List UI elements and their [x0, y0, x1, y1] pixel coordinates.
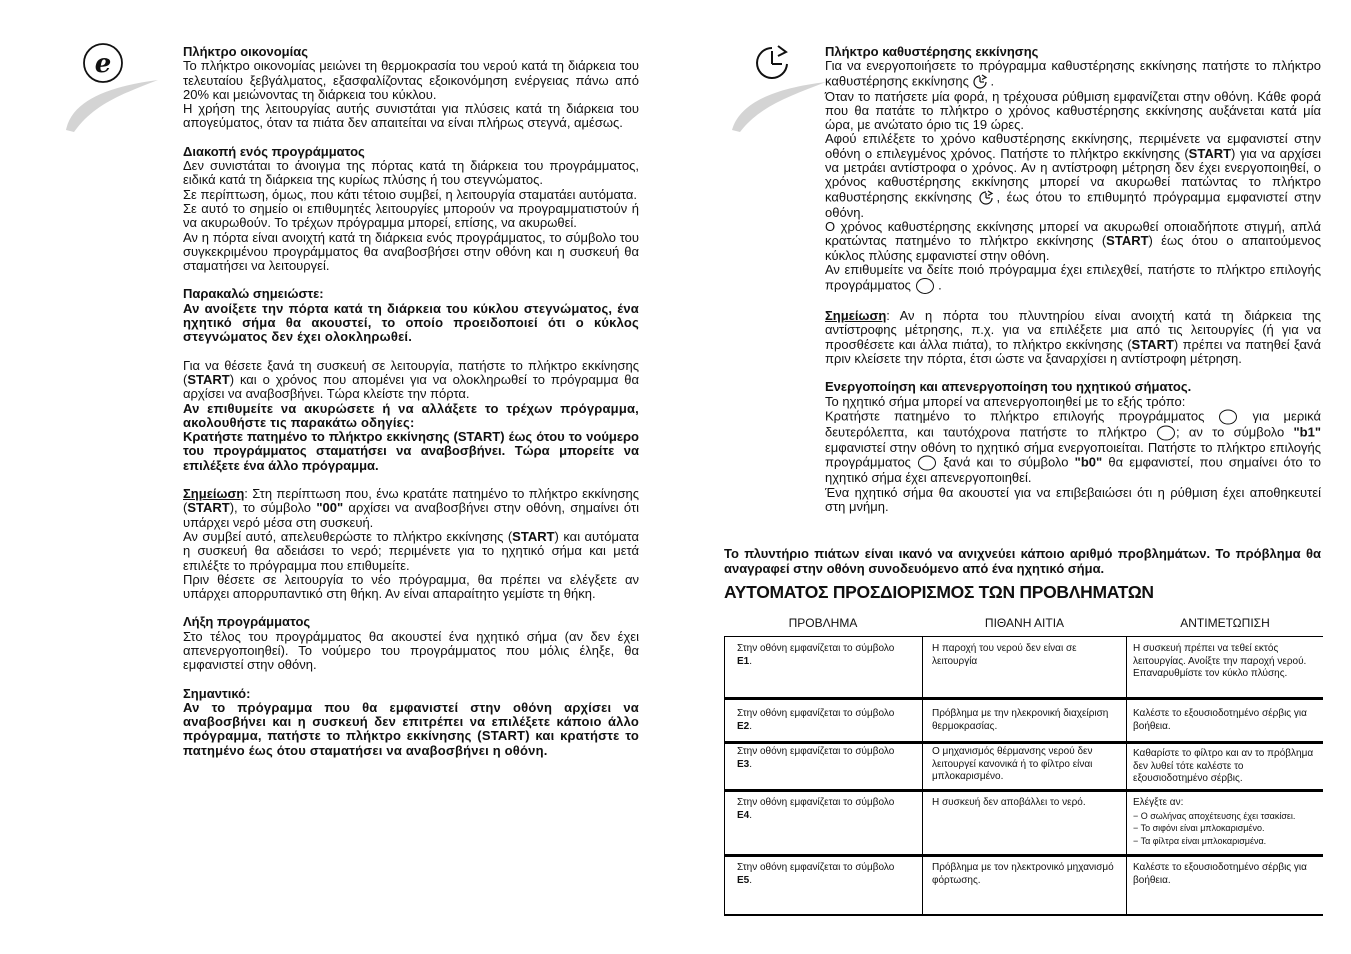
right-column [825, 45, 1321, 514]
interrupt-text-4: Αν η πόρτα είναι ανοιχτή κατά τη διάρκεια ενός προγράμματος, το σύμβολο του συγκεκριμένου προγράμματος θα αναβοσβήσει στην οθόνη και η συσκευή θα σταματήσει να λειτουργεί. [183, 229, 639, 274]
eco-button-text-2: Η χρήση της λειτουργίας αυτής συνιστάται για πλύσεις κατά τη διάρκεια του απογεύματος, όταν τα πιάτα δεν απαιτείται να είναι πλήρως στεγνά, αμέσως. [183, 101, 639, 131]
important-text: Αν το πρόγραμμα που θα εμφανιστεί στην οθόνη αρχίσει να αναβοσβήνει και η συσκευή δεν επιτρέπει να επιλέξετε κάποιο άλλο πρόγραμμα, πατήστε το πλήκτρο εκκίνησης (START) και κρατήστε το πατημένο έως ότου σταματήσει να αναβοσβήνει η οθόνη. [183, 699, 639, 758]
interrupt-text-2: Σε περίπτωση, όμως, που κάτι τέτοιο συμβεί, η λειτουργία σταματάει αυτόματα. [183, 186, 638, 202]
table-rule [724, 741, 1323, 744]
table-row-e5-fix: Καλέστε το εξουσιοδοτημένο σέρβις για βοήθεια. [1133, 862, 1307, 886]
table-row-e2-cause: Πρόβλημα με την ηλεκρονική διαχείριση θερμοκρασίας. [932, 708, 1109, 732]
program-end-heading: Λήξη προγράμματος [183, 614, 311, 630]
delay-start-clock-icon [730, 38, 830, 139]
delay-start-text-4: Ο χρόνος καθυστέρησης εκκίνησης μπορεί να ακυρωθεί οποιαδήποτε στιγμή, απλά κρατώντας πατημένο το πλήκτρο εκκίνησης (START) έως ότου ο απαιτούμενος κύκλος πλύσης εμφανιστεί στην οθόνη. [825, 218, 1321, 263]
table-row-e2-fix: Καλέστε το εξουσιοδοτημένο σέρβις για βοήθεια. [1133, 708, 1307, 732]
delay-start-text-3: Αφού επιλέξετε το χρόνο καθυστέρησης εκκίνησης, περιμένετε να εμφανιστεί στην οθόνη ο επιλεγμένος χρόνος. Πατήστε το πλήκτρο εκκίνησης (START) για να αρχίσει να μετράει αντίστροφα ο χρόνος. Αν η αντίστροφη μέτρηση δεν έχει ενεργοποιηθεί, ο χρόνος καθυστέρησης εκκίνησης μπορεί να ακυρωθεί πατώντας το πλήκτρο καθυστέρησης εκκίνησης , έως ότου το επιθυμητό πρόγραμμα εμφανιστεί στην οθόνη. [825, 131, 1321, 220]
delay-start-text-1: Για να ενεργοποιήσετε το πρόγραμμα καθυστέρησης εκκίνησης πατήστε το πλήκτρο καθυστέρησης εκκίνησης . [825, 58, 1321, 89]
table-rule [724, 789, 1323, 792]
delay-start-text-2: Όταν το πατήσετε μία φορά, η τρέχουσα ρύθμιση εμφανίζεται στην οθόνη. Κάθε φορά που θα πατάτε το πλήκτρο ο χρόνος καθυστέρησης εκκίνησης αυξάνεται κατά μία ώρα, με ανώτατο όριο τις 19 ώρες. [825, 88, 1321, 133]
fix-item: − Το σιφόνι είναι μπλοκαρισμένο. [1133, 823, 1265, 834]
interrupt-program-heading: Διακοπή ενός προγράμματος [183, 143, 365, 159]
troubleshooting-table [724, 636, 1323, 916]
table-rule [724, 636, 1323, 637]
table-rule [724, 914, 1323, 916]
door-open-note-text: Σημείωση: Αν η πόρτα του πλυντηρίου είναι ανοιχτή κατά τη διάρκεια της αντίστροφης μέτρησης, π.χ. για να επιλέξετε μια από τις λειτουργίες (ή για να προσθέσετε και άλλα πιάτα), το πλήκτρο εκκίνησης (START) πρέπει να πατηθεί ξανά πριν κλείσετε την πόρτα, έτσι ώστε να ξαναρχίσει η αντίστροφη μέτρηση. [825, 308, 1322, 367]
troubleshooting-note: Το πλυντήριο πιάτων είναι ικανό να ανιχνεύει κάποιο αριθμό προβλημάτων. Το πρόβλημα θα αναγραφεί στην οθόνη συνοδευόμενο από ένα ηχητικό σήμα. [724, 546, 1321, 576]
cancel-instructions-heading: Αν επιθυμείτε να ακυρώσετε ή να αλλάξετε το τρέχων πρόγραμμα, ακολουθήστε τις παρακάτω οδηγίες: [183, 400, 639, 430]
please-note-text: Αν ανοίξετε την πόρτα κατά τη διάρκεια του κύκλου στεγνώματος, ένα ηχητικό σήμα θα ακουστεί, το οποίο προειδοποιεί ότι ο κύκλος στεγνώματος δεν έχει ολοκληρωθεί. [183, 300, 639, 345]
sound-signal-text-2: Κρατήστε πατημένο το πλήκτρο επιλογής προγράμματος για μερικά δευτερόλεπτα, και ταυτόχρονα πατήστε το πλήκτρο ; αν το σύμβολο "b1" εμφανιστεί στην οθόνη το ηχητικό σήμα ενεργοποιείται. Πατήστε το πλήκτρο επιλογής προγράμματος ξανά και το σύμβολο "b0" θα εμφανιστεί, που σημαίνει ότο το ηχητικό σήμα έχει απενεργοποιηθεί. [825, 408, 1321, 486]
table-header-solution: ΑΝΤΙΜΕΤΩΠΙΣΗ [1180, 616, 1270, 630]
sound-signal-text-1: Το ηχητικό σήμα μπορεί να απενεργοποιηθεί με το εξής τρόπο: [825, 393, 1186, 409]
important-heading: Σημαντικό: [183, 685, 251, 701]
table-header-problem: ΠΡΟΒΛΗΜΑ [788, 616, 858, 630]
table-row-e4-fix: Ελέγξτε αν: − Ο σωλήνας αποχέτευσης έχει τσακίσει. − Το σιφόνι είναι μπλοκαρισμένο. − Τα φίλτρα είναι μπλοκαρισμένα. [1133, 797, 1321, 847]
table-row-e5-problem: Στην οθόνη εμφανίζεται το σύμβολο E5. [737, 862, 895, 886]
fix-item: − Ο σωλήνας αποχέτευσης έχει τσακίσει. [1133, 810, 1296, 821]
restart-text: Για να θέσετε ξανά τη συσκευή σε λειτουργία, πατήστε το πλήκτρο εκκίνησης (START) και ο χρόνος που απομένει για να ολοκληρωθεί το πρόγραμμα θα αρχίσει να αναβοσβήνει. Τώρα κλείστε την πόρτα. [183, 357, 639, 402]
table-row-e1-cause: Η παροχή του νερού δεν είναι σε λειτουργία [932, 643, 1077, 667]
table-row-e4-cause: Η συσκευή δεν αποβάλλει το νερό. [932, 797, 1086, 808]
interrupt-text-3: Σε αυτό το σημείο οι επιθυμητές λειτουργίες μπορούν να προγραμματιστούν ή να ακυρωθούν. Το τρέχων πρόγραμμα μπορεί, επίσης, να ακυρωθεί. [183, 200, 639, 231]
svg-text:e: e [94, 49, 112, 79]
delay-start-heading: Πλήκτρο καθυστέρησης εκκίνησης [825, 44, 1039, 59]
water-note-text: Σημείωση: Στη περίπτωση που, ένω κρατάτε πατημένο το πλήκτρο εκκίνησης (START), το σύμβολο "00" αρχίσει να αναβοσβήνει στην οθόνη, σημαίνει ότι υπάρχει νερό μέσα στη συσκευή. [183, 486, 640, 530]
program-select-button-icon [917, 455, 937, 471]
eco-e-icon [60, 38, 160, 139]
delay-start-text-5: Αν επιθυμείτε να δείτε ποιό πρόγραμμα έχει επιλεχθεί, πατήστε το πλήκτρο επιλογής προγράμματος . [825, 263, 1321, 295]
table-rule [724, 854, 1323, 857]
table-rule [724, 697, 1323, 700]
delay-start-clock-icon [972, 74, 990, 90]
sound-signal-heading: Ενεργοποίηση και απενεργοποίηση του ηχητικού σήματος. [825, 379, 1192, 395]
table-row-e1-problem: Στην οθόνη εμφανίζεται το σύμβολο E1. [737, 643, 895, 667]
detergent-check-text: Πριν θέσετε σε λειτουργία το νέο πρόγραμμα, θα πρέπει να ελέγξετε αν υπάρχει απορρυπαντικό στη θήκη. Αν είναι απαραίτητο γεμίστε τη θήκη. [183, 571, 639, 602]
table-rule [1126, 636, 1127, 916]
table-rule [724, 636, 725, 916]
program-end-text: Στο τέλος του προγράμματος θα ακουστεί ένα ηχητικό σήμα (αν δεν έχει απενεργοποιηθεί). Το νούμερο του προγράμματος που μόλις έληξε, θα εμφανιστεί στην οθόνη. [183, 628, 639, 673]
table-row-e1-fix: Η συσκευή πρέπει να τεθεί εκτός λειτουργίας. Ανοίξτε την παροχή νερού. Επαναρυθμίστε τον κύκλο πλύσης. [1133, 643, 1307, 680]
program-select-button-icon [1156, 425, 1176, 441]
eco-button-heading: Πλήκτρο οικονομίας [183, 44, 309, 59]
sound-signal-text-3: Ένα ηχητικό σήμα θα ακουστεί για να επιβεβαιώσει ότι η ρύθμιση έχει αποθηκευτεί στη μνήμη. [825, 484, 1321, 514]
fix-item: − Τα φίλτρα είναι μπλοκαρισμένα. [1133, 835, 1267, 846]
cancel-instructions-text: Κρατήστε πατημένο το πλήκτρο εκκίνησης (START) έως ότου το νούμερο του προγράμματος σταματήσει να αναβοσβήνει. Τώρα μπορείτε να επιλέξετε ένα άλλο πρόγραμμα. [183, 429, 639, 473]
program-select-button-icon [1218, 409, 1238, 425]
program-select-button-icon [915, 277, 935, 295]
table-row-e3-cause: Ο μηχανισμός θέρμανσης νερού δεν λειτουργεί κανονικά ή το φίλτρο είναι μπλοκαρισμένο. [932, 746, 1093, 783]
table-row-e3-problem: Στην οθόνη εμφανίζεται το σύμβολο E3. [737, 746, 895, 770]
table-row-e5-cause: Πρόβλημα με τον ηλεκτρονικό μηχανισμό φόρτωσης. [932, 862, 1114, 886]
delay-start-clock-icon [978, 190, 996, 206]
eco-button-text: Το πλήκτρο οικονομίας μειώνει τη θερμοκρασία του νερού κατά τη διάρκεια του τελευταίου ξεβγάλματος, εξασφαλίζοντας εξοικονόμηση ενέργειας πάνω από 20% και μειώνοντας τη διάρκεια του κύκλου. [183, 58, 639, 102]
table-row-e3-fix: Καθαρίστε το φίλτρο και αν το πρόβλημα δεν λυθεί τότε καλέστε το εξουσιοδοτημένο σέρβις. [1133, 748, 1314, 785]
table-header-cause: ΠΙΘΑΝΗ ΑΙΤΙΑ [984, 616, 1065, 630]
interrupt-text-1: Δεν συνιστάται το άνοιγμα της πόρτας κατά τη διάρκεια του προγράμματος, ειδικά κατά τη διάρκεια της κυρίως πλύσης ή του στεγνώματος. [183, 158, 639, 188]
table-rule [922, 636, 923, 916]
please-note-heading: Παρακαλώ σημειώστε: [183, 286, 324, 302]
table-row-e2-problem: Στην οθόνη εμφανίζεται το σύμβολο E2. [737, 708, 895, 732]
troubleshooting-title: ΑΥΤΟΜΑΤΟΣ ΠΡΟΣΔΙΟΡΙΣΜΟΣ ΤΩΝ ΠΡΟΒΛΗΜΑΤΩΝ [724, 582, 1154, 602]
water-drain-text: Αν συμβεί αυτό, απελευθερώστε το πλήκτρο εκκίνησης (START) και αυτόματα η συσκευή θα αδειάσει το νερό; περιμένετε για το ηχητικό σήμα και μετά επιλέξτε το πρόγραμμα που επιθυμείτε. [183, 528, 640, 573]
left-column [183, 45, 639, 758]
table-row-e4-problem: Στην οθόνη εμφανίζεται το σύμβολο E4. [737, 797, 895, 821]
